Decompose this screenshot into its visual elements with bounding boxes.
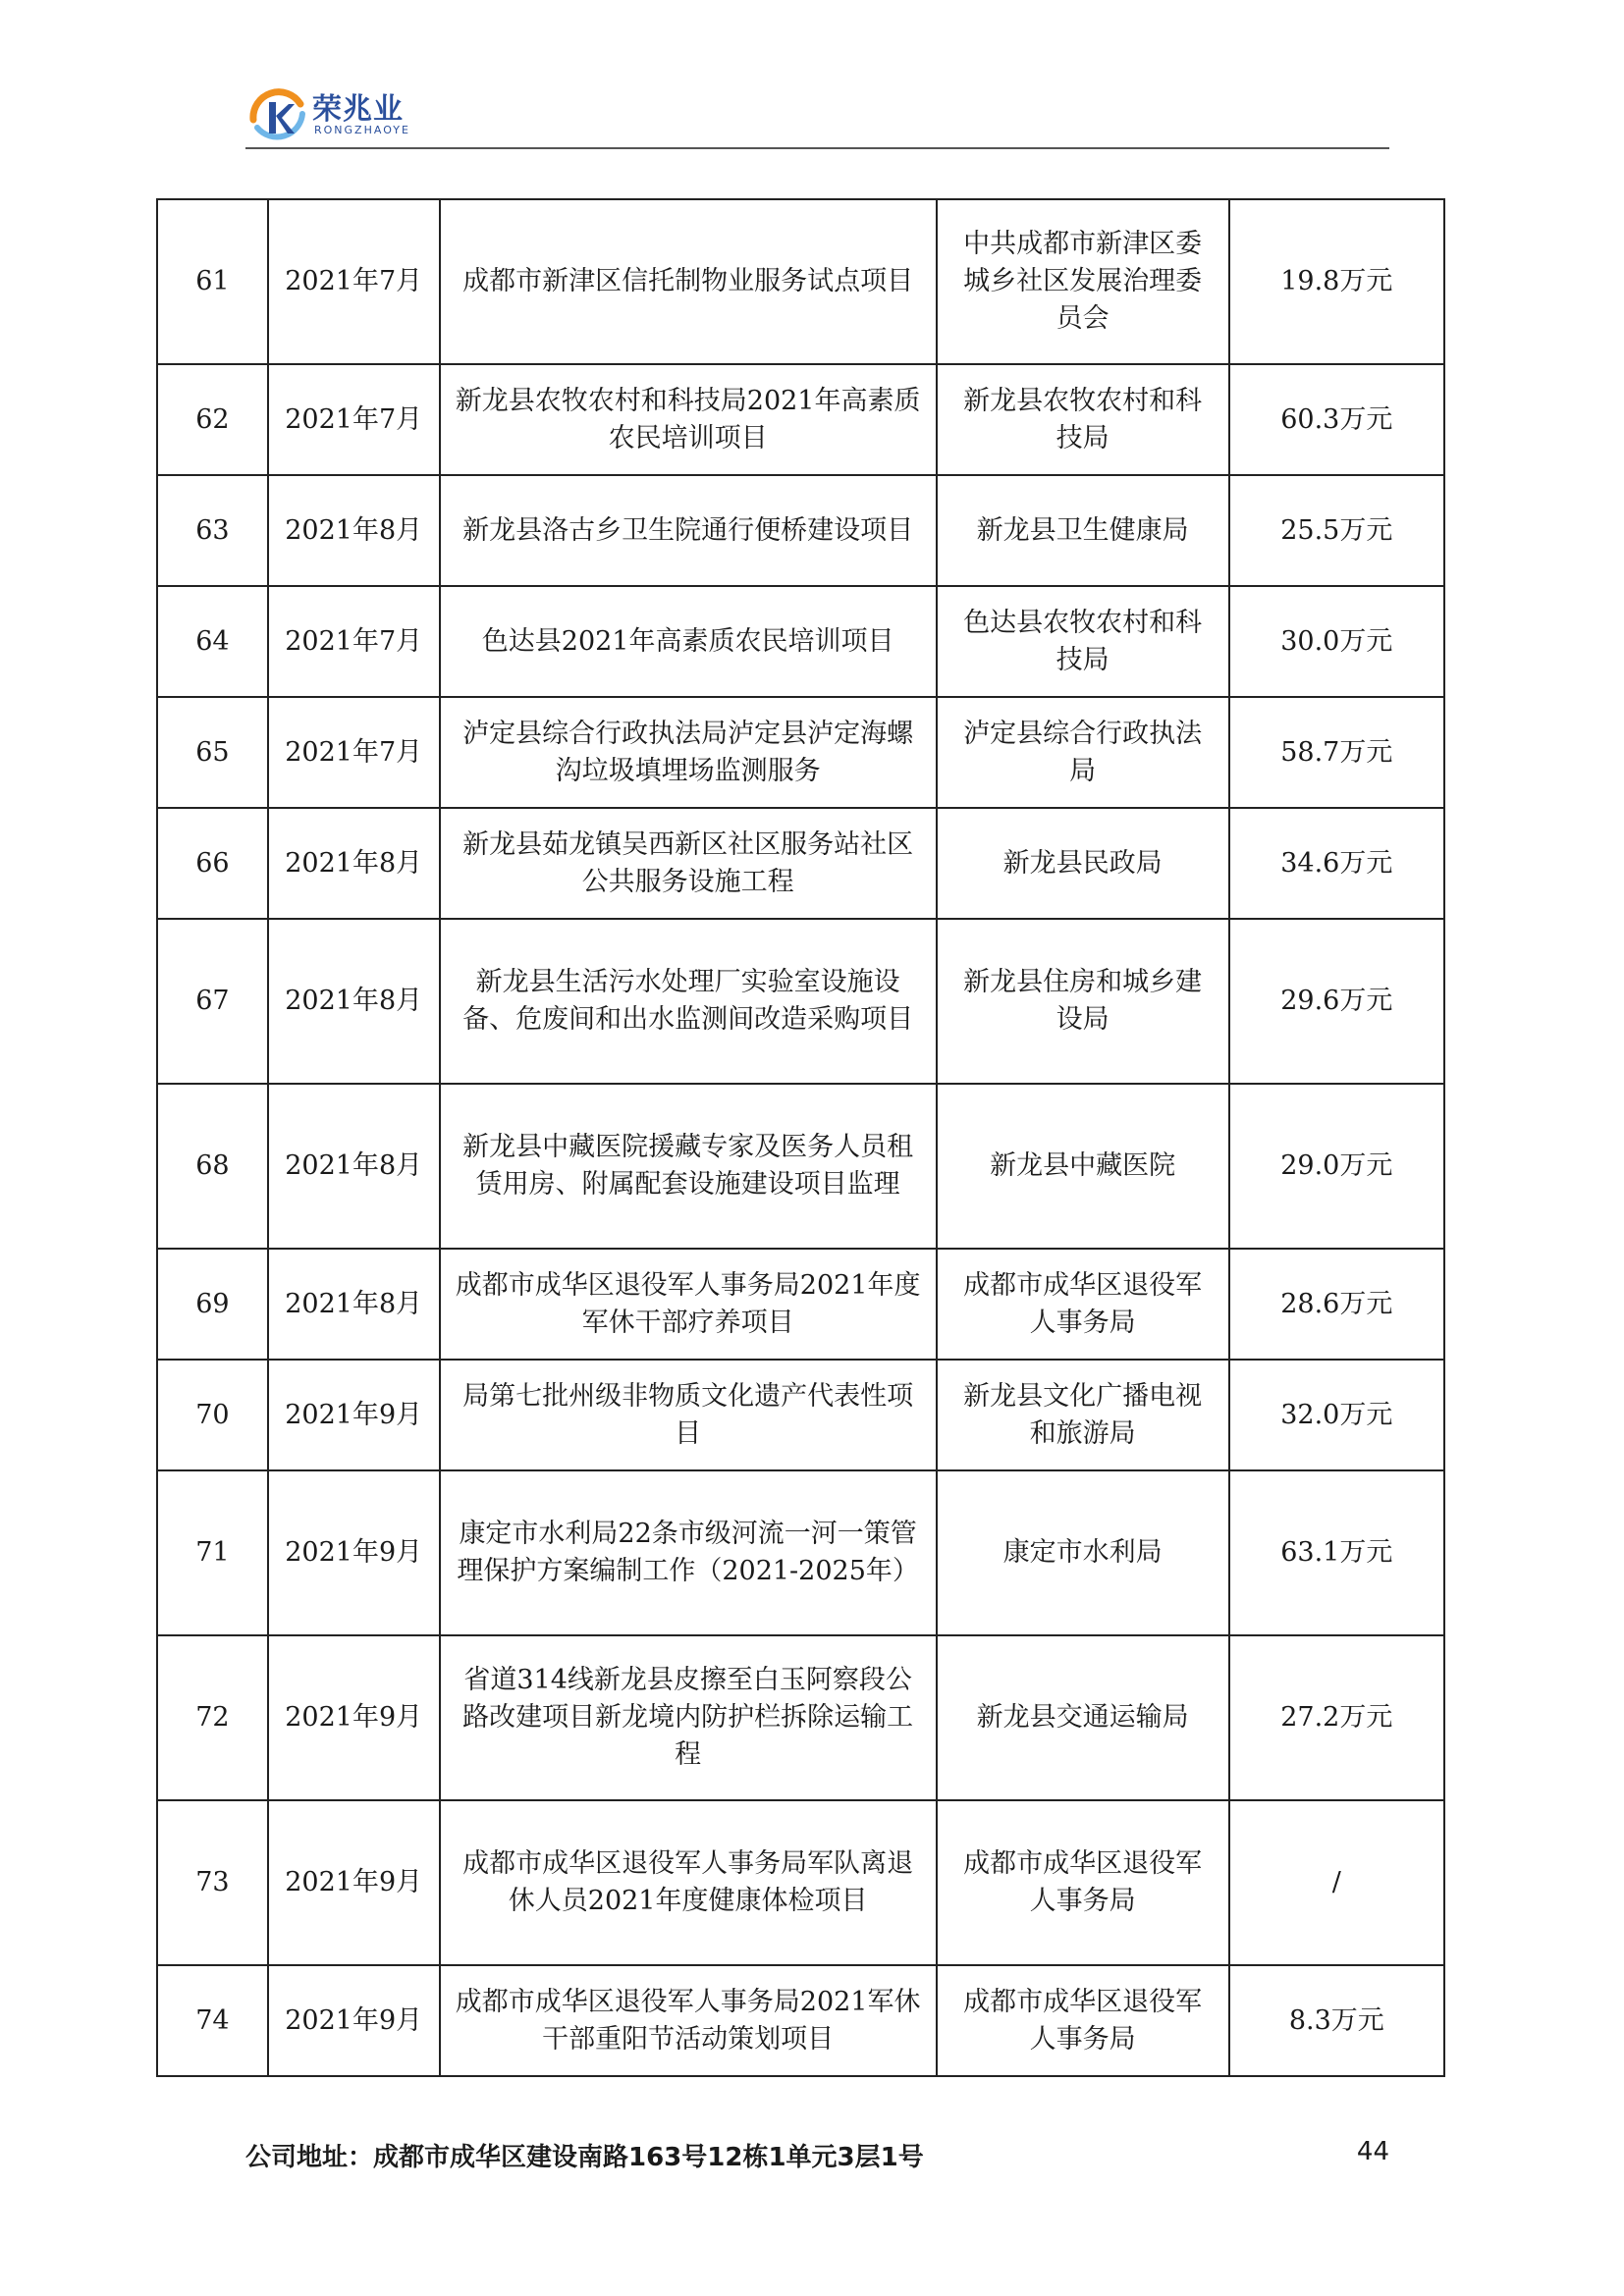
row-project: 色达县2021年高素质农民培训项目 [440, 586, 937, 697]
row-buyer: 色达县农牧农村和科技局 [937, 586, 1229, 697]
table-row [157, 1470, 1444, 1635]
row-amount: 27.2万元 [1229, 1635, 1444, 1800]
row-project: 局第七批州级非物质文化遗产代表性项目 [440, 1360, 937, 1470]
row-number: 62 [157, 364, 268, 475]
row-project: 成都市成华区退役军人事务局2021年度军休干部疗养项目 [440, 1249, 937, 1360]
row-project: 新龙县生活污水处理厂实验室设施设备、危废间和出水监测间改造采购项目 [440, 919, 937, 1084]
row-date: 2021年9月 [268, 1470, 440, 1635]
header-divider [245, 147, 1389, 149]
row-buyer: 中共成都市新津区委城乡社区发展治理委员会 [937, 199, 1229, 364]
row-date: 2021年8月 [268, 919, 440, 1084]
row-amount: 60.3万元 [1229, 364, 1444, 475]
row-amount: 29.0万元 [1229, 1084, 1444, 1249]
row-number: 66 [157, 808, 268, 919]
row-project: 成都市成华区退役军人事务局军队离退休人员2021年度健康体检项目 [440, 1800, 937, 1965]
row-project: 成都市成华区退役军人事务局2021军休干部重阳节活动策划项目 [440, 1965, 937, 2076]
row-buyer: 新龙县卫生健康局 [937, 475, 1229, 586]
row-number: 67 [157, 919, 268, 1084]
row-project: 新龙县中藏医院援藏专家及医务人员租赁用房、附属配套设施建设项目监理 [440, 1084, 937, 1249]
company-logo [245, 80, 452, 149]
row-number: 71 [157, 1470, 268, 1635]
row-project: 成都市新津区信托制物业服务试点项目 [440, 199, 937, 364]
row-project: 省道314线新龙县皮擦至白玉阿察段公路改建项目新龙境内防护栏拆除运输工程 [440, 1635, 937, 1800]
row-date: 2021年9月 [268, 1965, 440, 2076]
table-row [157, 364, 1444, 475]
row-date: 2021年7月 [268, 697, 440, 808]
table-row [157, 1084, 1444, 1249]
row-date: 2021年8月 [268, 1084, 440, 1249]
row-amount: 63.1万元 [1229, 1470, 1444, 1635]
logo-name: 荣兆业 [312, 92, 404, 127]
table-row [157, 808, 1444, 919]
row-date: 2021年7月 [268, 199, 440, 364]
table-row [157, 1249, 1444, 1360]
row-buyer: 新龙县文化广播电视和旅游局 [937, 1360, 1229, 1470]
row-amount: / [1229, 1800, 1444, 1965]
row-project: 新龙县洛古乡卫生院通行便桥建设项目 [440, 475, 937, 586]
table-row [157, 1800, 1444, 1965]
table-row [157, 199, 1444, 364]
row-project: 康定市水利局22条市级河流一河一策管理保护方案编制工作（2021-2025年） [440, 1470, 937, 1635]
table-row [157, 919, 1444, 1084]
row-buyer: 新龙县民政局 [937, 808, 1229, 919]
table-row [157, 586, 1444, 697]
row-number: 70 [157, 1360, 268, 1470]
row-date: 2021年7月 [268, 364, 440, 475]
row-amount: 58.7万元 [1229, 697, 1444, 808]
table-row [157, 1635, 1444, 1800]
row-date: 2021年8月 [268, 1249, 440, 1360]
row-buyer: 新龙县住房和城乡建设局 [937, 919, 1229, 1084]
row-buyer: 康定市水利局 [937, 1470, 1229, 1635]
row-project: 泸定县综合行政执法局泸定县泸定海螺沟垃圾填埋场监测服务 [440, 697, 937, 808]
row-project: 新龙县茹龙镇吴西新区社区服务站社区公共服务设施工程 [440, 808, 937, 919]
row-number: 73 [157, 1800, 268, 1965]
row-number: 61 [157, 199, 268, 364]
row-buyer: 成都市成华区退役军人事务局 [937, 1800, 1229, 1965]
row-buyer: 新龙县中藏医院 [937, 1084, 1229, 1249]
row-date: 2021年7月 [268, 586, 440, 697]
page-header [245, 71, 1389, 149]
table-row [157, 1965, 1444, 2076]
row-number: 64 [157, 586, 268, 697]
row-buyer: 新龙县交通运输局 [937, 1635, 1229, 1800]
row-number: 63 [157, 475, 268, 586]
table-row [157, 475, 1444, 586]
company-address: 公司地址：成都市成华区建设南路163号12栋1单元3层1号 [245, 2143, 924, 2172]
row-amount: 34.6万元 [1229, 808, 1444, 919]
table-row [157, 1360, 1444, 1470]
row-amount: 29.6万元 [1229, 919, 1444, 1084]
row-project: 新龙县农牧农村和科技局2021年高素质农民培训项目 [440, 364, 937, 475]
row-number: 65 [157, 697, 268, 808]
row-amount: 19.8万元 [1229, 199, 1444, 364]
row-buyer: 泸定县综合行政执法局 [937, 697, 1229, 808]
row-date: 2021年8月 [268, 808, 440, 919]
row-number: 72 [157, 1635, 268, 1800]
row-number: 74 [157, 1965, 268, 2076]
project-records-table [156, 198, 1445, 2077]
page-footer [245, 2137, 1389, 2176]
page-number: 44 [1356, 2137, 1389, 2166]
row-number: 69 [157, 1249, 268, 1360]
row-date: 2021年9月 [268, 1635, 440, 1800]
row-amount: 32.0万元 [1229, 1360, 1444, 1470]
row-date: 2021年8月 [268, 475, 440, 586]
row-buyer: 成都市成华区退役军人事务局 [937, 1249, 1229, 1360]
row-date: 2021年9月 [268, 1800, 440, 1965]
row-amount: 30.0万元 [1229, 586, 1444, 697]
row-buyer: 新龙县农牧农村和科技局 [937, 364, 1229, 475]
table-row [157, 697, 1444, 808]
row-amount: 25.5万元 [1229, 475, 1444, 586]
logo-subtitle: RONGZHAOYE [314, 124, 410, 136]
row-amount: 8.3万元 [1229, 1965, 1444, 2076]
row-number: 68 [157, 1084, 268, 1249]
row-date: 2021年9月 [268, 1360, 440, 1470]
logo-mark-icon [245, 80, 310, 145]
row-amount: 28.6万元 [1229, 1249, 1444, 1360]
row-buyer: 成都市成华区退役军人事务局 [937, 1965, 1229, 2076]
